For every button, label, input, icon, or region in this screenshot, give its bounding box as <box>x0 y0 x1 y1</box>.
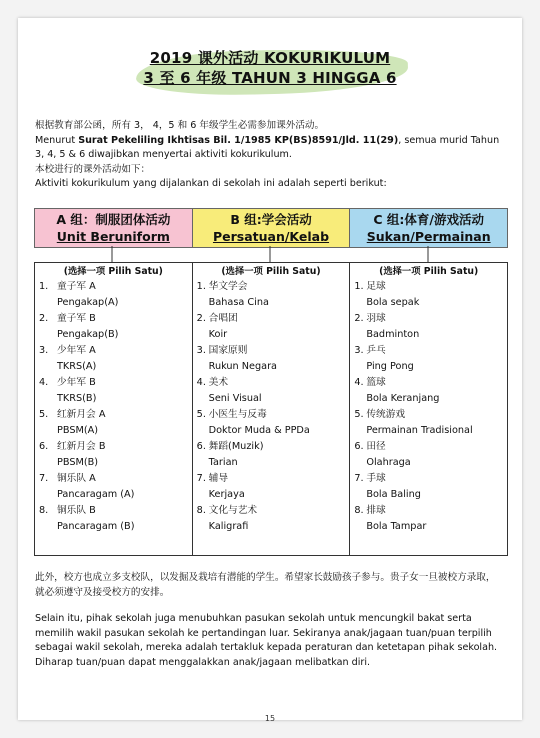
list-item: 5. 小医生与反毒 Doktor Muda & PPDa <box>196 409 310 436</box>
list-intro-zh: 本校进行的课外活动如下： <box>35 163 151 175</box>
page-number: 15 <box>264 714 276 723</box>
outro-section <box>35 571 505 682</box>
list-item: 5. 红新月会 A PBSM(A) <box>39 409 106 436</box>
intro-ms: Menurut Surat Pekeliling Ikhtisas Bil. 1/1985 KP(BS)8591/Jld. 11(29), semua murid Tahun 3, 4, 5 & 6 diwajibkan menyertai aktiviti kokurikulum. <box>35 134 500 160</box>
list-item: 8. 铜乐队 B Pancaragam (B) <box>39 505 135 532</box>
list-item: 1. 童子军 A Pengakap(A) <box>39 281 119 308</box>
list-item: 3. 少年军 A TKRS(A) <box>39 345 97 372</box>
category-a-ms: Unit Beruniform <box>56 229 170 244</box>
list-item: 1. 华文学会 Bahasa Cina <box>196 281 269 308</box>
list-item: 2. 羽球 Badminton <box>354 313 420 340</box>
column-b <box>193 263 351 555</box>
category-c <box>350 209 507 247</box>
title-line-1: 2019 课外活动 KOKURIKULUM <box>149 49 391 67</box>
list-item: 3. 乒乓 Ping Pong <box>354 345 414 372</box>
intro-zh: 根据教育部公函，所有 3， 4，5 和 6 年级学生必需参加课外活动。 <box>35 120 325 131</box>
list-item: 7. 铜乐队 A Pancaragam (A) <box>39 473 135 500</box>
outro-zh: 此外，校方也成立多支校队，以发掘及栽培有潜能的学生。希望家长鼓励孩子参与。贵子女一旦被校方录取，就必须遵守及接受校方的安排。 <box>35 572 496 598</box>
column-b-heading: (选择一项 Pilih Satu) <box>221 266 321 277</box>
intro-section <box>35 119 505 192</box>
connector-lines <box>34 246 506 262</box>
list-intro-ms: Aktiviti kokurikulum yang dijalankan di sekolah ini adalah seperti berikut: <box>35 178 387 189</box>
list-item: 4. 篮球 Bola Keranjang <box>354 377 440 404</box>
list-item: 8. 文化与艺术 Kaligrafi <box>196 505 258 532</box>
list-item: 6. 舞蹈(Muzik) Tarian <box>196 441 264 468</box>
list-item: 1. 足球 Bola sepak <box>354 281 420 308</box>
activity-lists <box>34 262 508 556</box>
list-item: 7. 辅导 Kerjaya <box>196 473 245 500</box>
category-header-row <box>34 208 508 248</box>
list-item: 6. 红新月会 B PBSM(B) <box>39 441 106 468</box>
list-item: 4. 少年军 B TKRS(B) <box>39 377 97 404</box>
list-item: 2. 合唱团 Koir <box>196 313 238 340</box>
column-a-heading: (选择一项 Pilih Satu) <box>63 266 163 277</box>
list-item: 5. 传统游戏 Permainan Tradisional <box>354 409 473 436</box>
column-c-heading: (选择一项 Pilih Satu) <box>379 266 479 277</box>
list-item: 7. 手球 Bola Baling <box>354 473 421 500</box>
category-b-zh: B 组:学会活动 <box>230 212 312 227</box>
list-item: 4. 美术 Seni Visual <box>196 377 262 404</box>
category-c-ms: Sukan/Permainan <box>366 229 491 244</box>
circular-reference: Surat Pekeliling Ikhtisas Bil. 1/1985 KP(BS)8591/Jld. 11(29) <box>78 134 399 146</box>
page-title <box>18 48 522 88</box>
outro-ms: Selain itu, pihak sekolah juga menubuhkan pasukan sekolah untuk mencungkil bakat serta memilih wakil pasukan sekolah ke pertandingan luar. Sekiranya anak/jagaan tuan/puan terpilih sebagai wakil sekolah, mereka adalah tertakluk kepada peraturan dan ketetapan pihak sekolah. Diharap tuan/puan dapat menggalakkan anak/jagaan melibatkan diri. <box>35 613 498 668</box>
column-c <box>350 263 507 555</box>
category-a <box>35 209 193 247</box>
list-item: 8. 排球 Bola Tampar <box>354 505 427 532</box>
category-c-zh: C 组:体育/游戏活动 <box>373 212 484 227</box>
category-a-zh: A 组：制服团体活动 <box>56 212 171 227</box>
list-item: 6. 田径 Olahraga <box>354 441 411 468</box>
category-b <box>193 209 351 247</box>
title-line-2: 3 至 6 年级 TAHUN 3 HINGGA 6 <box>143 69 397 87</box>
column-a <box>35 263 193 555</box>
list-item: 2. 童子军 B Pengakap(B) <box>39 313 119 340</box>
list-item: 3. 国家原则 Rukun Negara <box>196 345 277 372</box>
category-b-ms: Persatuan/Kelab <box>212 229 330 244</box>
document-page <box>18 18 522 723</box>
